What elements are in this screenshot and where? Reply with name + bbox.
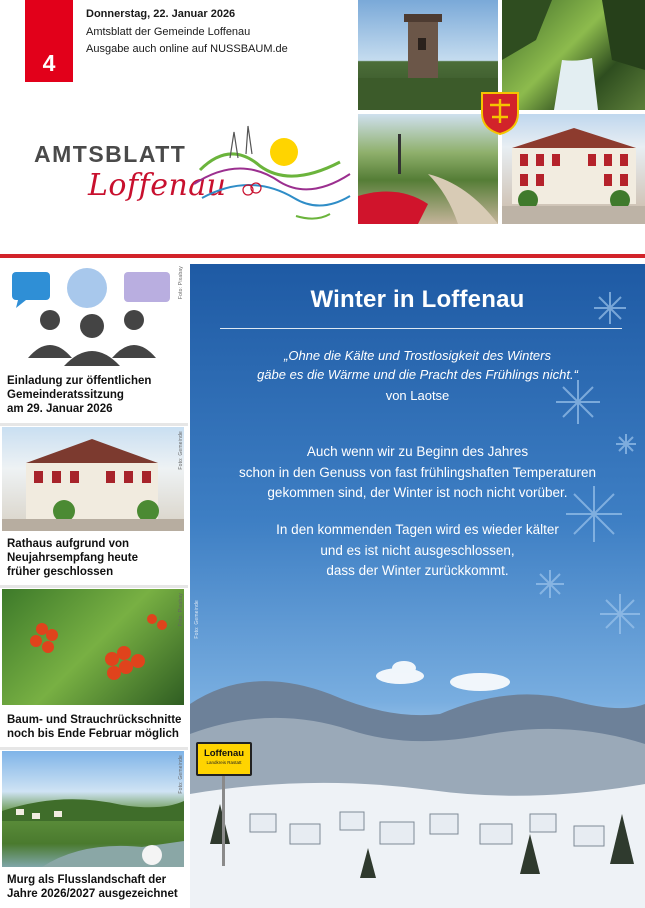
feature-title: Winter in Loffenau [310,286,525,313]
people-chat-icon [2,262,184,368]
teaser-murg-river[interactable] [0,751,186,908]
teaser-council-meeting[interactable] [0,262,186,422]
masthead-info [86,6,288,59]
photo-rowan-berries [2,589,184,705]
town-entry-sign: Loffenau Landkreis Rastatt [196,742,252,776]
issue-number-badge: 4 [25,0,73,82]
teaser-title: Baum- und Strauchrückschnitte noch bis Ende Februar möglich [7,714,182,740]
issue-date: Donnerstag, 22. Januar 2026 [86,8,236,20]
teaser-title: Murg als Flusslandschaft der Jahre 2026/2027 ausgezeichnet [7,874,178,900]
online-line: Ausgabe auch online auf NUSSBAUM.de [86,43,288,55]
title-underline [220,328,622,329]
teaser-photo-credit: Foto: Gemeinde [178,755,184,794]
photo-river-valley [2,751,184,867]
sidebar [0,262,188,908]
teaser-title: Rathaus aufgrund von Neujahrsempfang heute früher geschlossen [7,538,138,578]
teaser-photo-credit: Foto: Gemeinde [178,431,184,470]
photo-snowy-village [190,664,645,908]
logo-loffenau-text: Loffenau [88,168,227,203]
feature-photo-credit: Foto: Gemeinde [194,600,200,639]
feature-paragraph-1: Auch wenn wir zu Beginn des Jahres schon in den Genuss von fast frühlingshaften Temperaturen gekommen sind, der Winter ist noch nicht vorüber. [239,444,596,500]
feature-winter-article [190,264,645,908]
feature-quote: „Ohne die Kälte und Trostlosigkeit des Winters gäbe es die Wärme und die Pracht des Frühlings nicht.“ [257,348,578,382]
teaser-divider [0,423,188,426]
photo-town-hall-small [2,427,184,531]
photo-park-flowerbed [358,114,498,224]
photo-town-hall [502,114,645,224]
publisher-line: Amtsblatt der Gemeinde Loffenau [86,25,251,38]
logo-amtsblatt-text: AMTSBLATT [34,141,187,167]
teaser-divider [0,747,188,750]
teaser-divider [0,585,188,588]
photo-waterfall [502,0,645,110]
teaser-title: Einladung zur öffentlichen Gemeinderatssitzung am 29. Januar 2026 [7,375,152,415]
header-divider [0,254,645,258]
teaser-photo-credit: Foto: Pixabay [178,266,184,300]
municipal-crest-icon [480,89,520,135]
teaser-photo-credit: Foto: Pixabay [178,593,184,627]
feature-paragraph-2: In den kommenden Tagen wird es wieder kälter und es ist nicht ausgeschlossen, dass der Winter zurückkommt. [276,522,559,578]
photo-lookout-tower [358,0,498,110]
quote-author: von Laotse [385,388,450,403]
teaser-tree-pruning[interactable] [0,589,186,747]
logo-landscape-graphic [190,118,354,228]
sign-post [222,776,225,866]
teaser-town-hall-closed[interactable] [0,427,186,585]
